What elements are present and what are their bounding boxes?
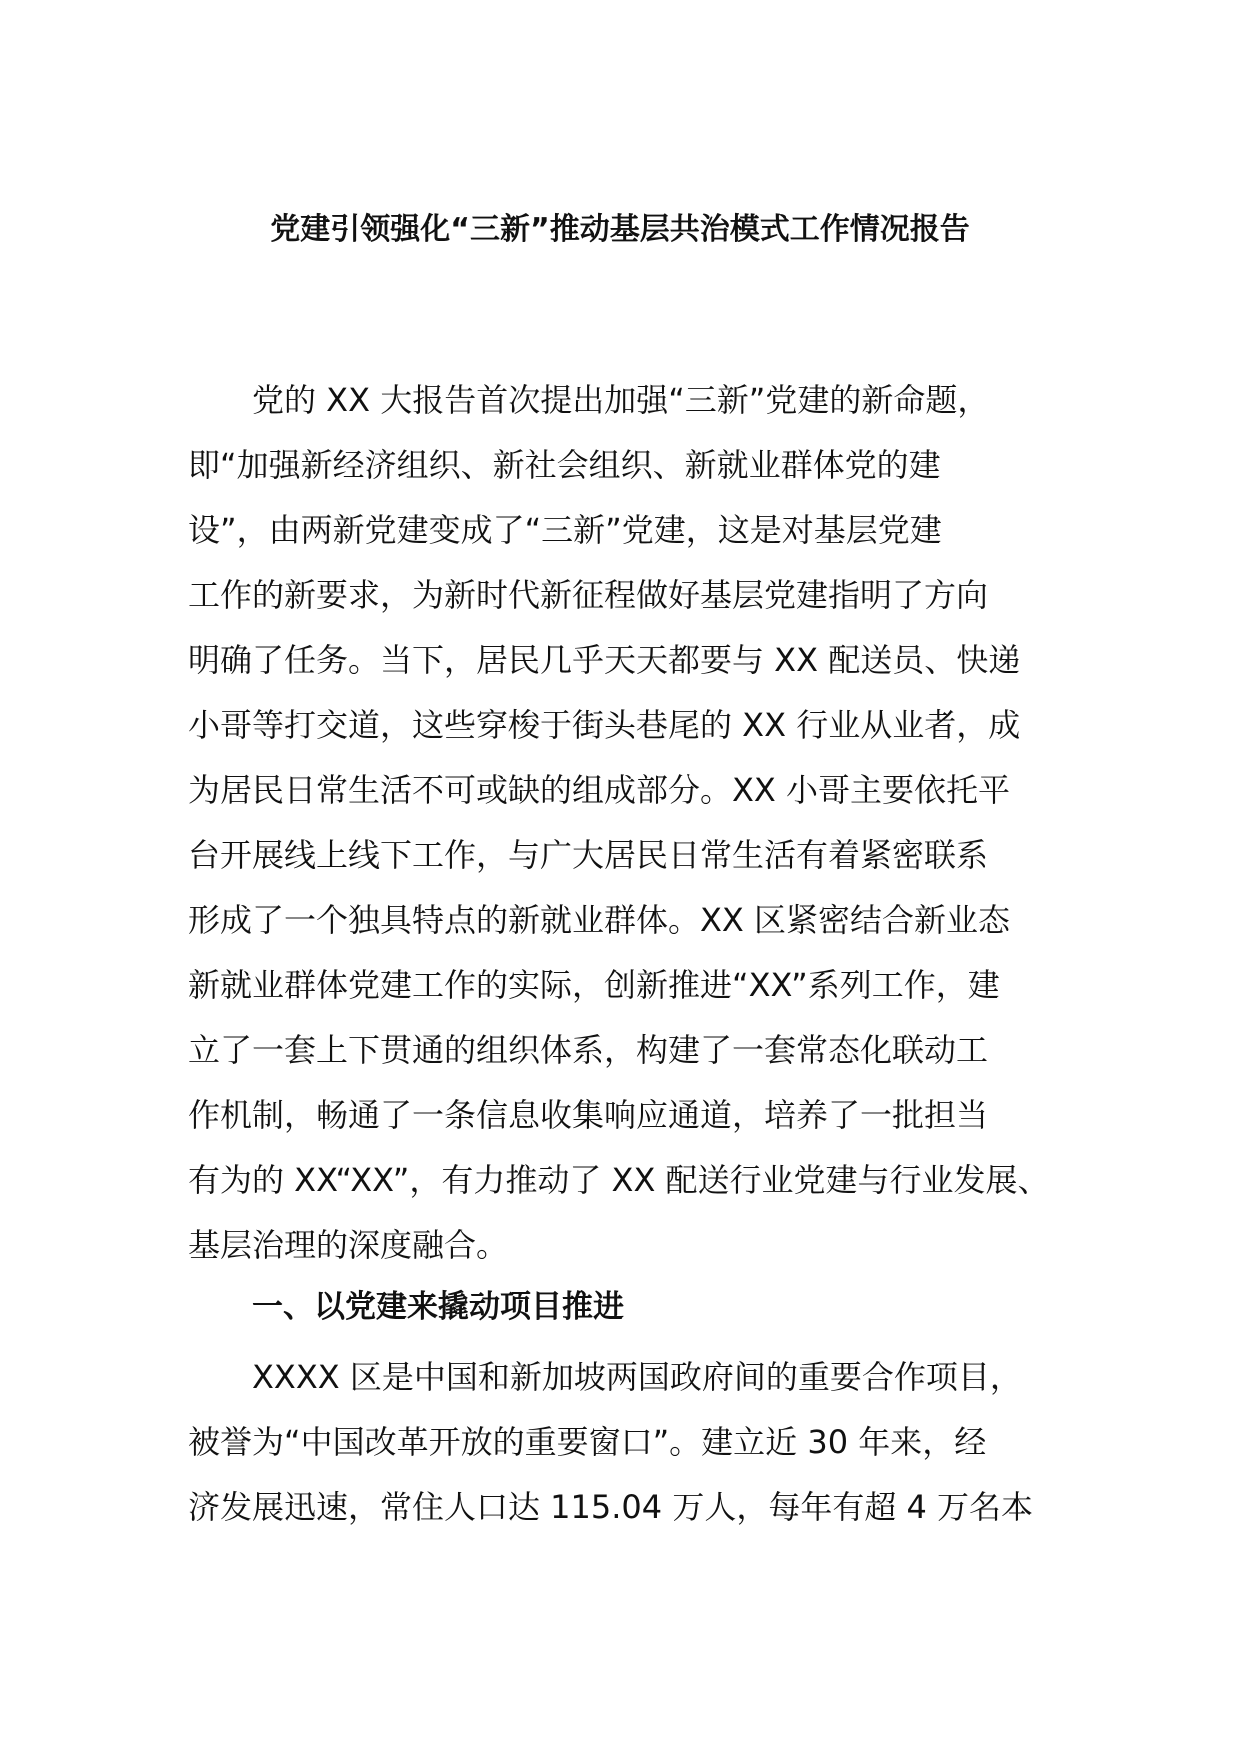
paragraph-line: 济发展迅速，常住人口达 115.04 万人，每年有超 4 万名本 [188,1488,1034,1526]
paragraph-line: 为居民日常生活不可或缺的组成部分。XX 小哥主要依托平 [188,771,1011,809]
paragraph-line: 有为的 XX“XX”，有力推动了 XX 配送行业党建与行业发展、 [188,1161,1050,1199]
paragraph-line: 立了一套上下贯通的组织体系，构建了一套常态化联动工 [188,1031,989,1069]
paragraph-line: 党的 XX 大报告首次提出加强“三新”党建的新命题， [252,381,990,419]
paragraph-line: 明确了任务。当下，居民几乎天天都要与 XX 配送员、快递 [188,641,1021,679]
paragraph-line: 形成了一个独具特点的新就业群体。XX 区紧密结合新业态 [188,901,1011,939]
paragraph-line: 基层治理的深度融合。 [188,1226,509,1264]
paragraph-line: 设”，由两新党建变成了“三新”党建，这是对基层党建 [188,511,942,549]
section1-paragraph [188,1345,1056,1540]
paragraph-line: 台开展线上线下工作，与广大居民日常生活有着紧密联系 [188,836,989,874]
paragraph-line: 被誉为“中国改革开放的重要窗口”。建立近 30 年来，经 [188,1423,987,1461]
paragraph-line: 小哥等打交道，这些穿梭于街头巷尾的 XX 行业从业者，成 [188,706,1021,744]
document-title: 党建引领强化“三新”推动基层共治模式工作情况报告 [270,212,970,247]
paragraph-line: XXXX 区是中国和新加坡两国政府间的重要合作项目， [252,1358,1022,1396]
paragraph-line: 新就业群体党建工作的实际，创新推进“XX”系列工作，建 [188,966,1000,1004]
paragraph-line: 工作的新要求，为新时代新征程做好基层党建指明了方向 [188,576,989,614]
paragraph-line: 作机制，畅通了一条信息收集响应通道，培养了一批担当 [188,1096,989,1134]
intro-paragraph [188,368,1056,1278]
paragraph-line: 即“加强新经济组织、新社会组织、新就业群体党的建 [188,446,941,484]
section-heading: 一、以党建来撬动项目推进 [252,1289,624,1325]
